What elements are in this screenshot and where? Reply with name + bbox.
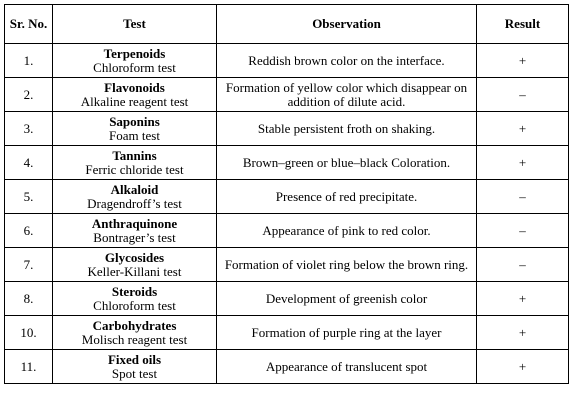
table-header-row [5, 5, 569, 44]
observation-cell: Appearance of translucent spot [217, 350, 477, 384]
test-cell [53, 248, 217, 282]
sr-cell: 1. [5, 44, 53, 78]
test-cell [53, 350, 217, 384]
test-cell [53, 180, 217, 214]
observation-cell: Appearance of pink to red color. [217, 214, 477, 248]
test-name: Tannins [112, 147, 157, 163]
sr-cell: 8. [5, 282, 53, 316]
observation-cell: Presence of red precipitate. [217, 180, 477, 214]
test-method: Molisch reagent test [81, 331, 188, 347]
test-name: Anthraquinone [91, 215, 178, 231]
test-method: Foam test [109, 127, 160, 143]
test-name: Fixed oils [107, 351, 162, 367]
header-observation: Observation [217, 5, 477, 44]
test-name: Alkaloid [110, 181, 159, 197]
test-cell [53, 214, 217, 248]
test-method: Dragendroff’s test [87, 195, 182, 211]
header-test: Test [53, 5, 217, 44]
observation-cell: Reddish brown color on the interface. [217, 44, 477, 78]
test-name: Carbohydrates [92, 317, 177, 333]
test-method: Bontrager’s test [93, 229, 176, 245]
sr-cell: 7. [5, 248, 53, 282]
test-name: Saponins [109, 113, 160, 129]
test-cell [53, 78, 217, 112]
test-method: Keller-Killani test [87, 263, 182, 279]
result-cell: – [477, 180, 569, 214]
table-row [5, 78, 569, 112]
test-method: Alkaline reagent test [80, 93, 189, 109]
result-cell: – [477, 248, 569, 282]
result-cell: + [477, 316, 569, 350]
test-cell [53, 146, 217, 180]
table-row [5, 248, 569, 282]
test-method: Chloroform test [93, 297, 176, 313]
sr-cell: 4. [5, 146, 53, 180]
test-name: Glycosides [104, 249, 165, 265]
observation-cell: Stable persistent froth on shaking. [217, 112, 477, 146]
result-cell: – [477, 78, 569, 112]
result-cell: + [477, 146, 569, 180]
table-row [5, 180, 569, 214]
test-method: Chloroform test [93, 59, 176, 75]
observation-cell: Development of greenish color [217, 282, 477, 316]
test-cell [53, 112, 217, 146]
table-row [5, 350, 569, 384]
phytochemical-table [4, 4, 569, 384]
table-row [5, 112, 569, 146]
table-row [5, 214, 569, 248]
header-sr: Sr. No. [5, 5, 53, 44]
test-name: Flavonoids [104, 79, 165, 95]
test-method: Spot test [111, 365, 158, 381]
observation-cell: Formation of violet ring below the brown ring. [217, 248, 477, 282]
test-cell [53, 316, 217, 350]
table-row [5, 146, 569, 180]
table-row [5, 282, 569, 316]
test-name: Steroids [111, 283, 158, 299]
sr-cell: 2. [5, 78, 53, 112]
test-method: Ferric chloride test [85, 161, 184, 177]
observation-cell: Formation of purple ring at the layer [217, 316, 477, 350]
table-row [5, 44, 569, 78]
sr-cell: 5. [5, 180, 53, 214]
sr-cell: 10. [5, 316, 53, 350]
sr-cell: 6. [5, 214, 53, 248]
test-cell [53, 282, 217, 316]
result-cell: + [477, 44, 569, 78]
result-cell: + [477, 112, 569, 146]
result-cell: – [477, 214, 569, 248]
sr-cell: 3. [5, 112, 53, 146]
test-name: Terpenoids [103, 45, 166, 61]
result-cell: + [477, 282, 569, 316]
observation-cell: Brown–green or blue–black Coloration. [217, 146, 477, 180]
header-result: Result [477, 5, 569, 44]
observation-cell: Formation of yellow color which disappear on addition of dilute acid. [217, 78, 477, 112]
table-row [5, 316, 569, 350]
test-cell [53, 44, 217, 78]
sr-cell: 11. [5, 350, 53, 384]
result-cell: + [477, 350, 569, 384]
